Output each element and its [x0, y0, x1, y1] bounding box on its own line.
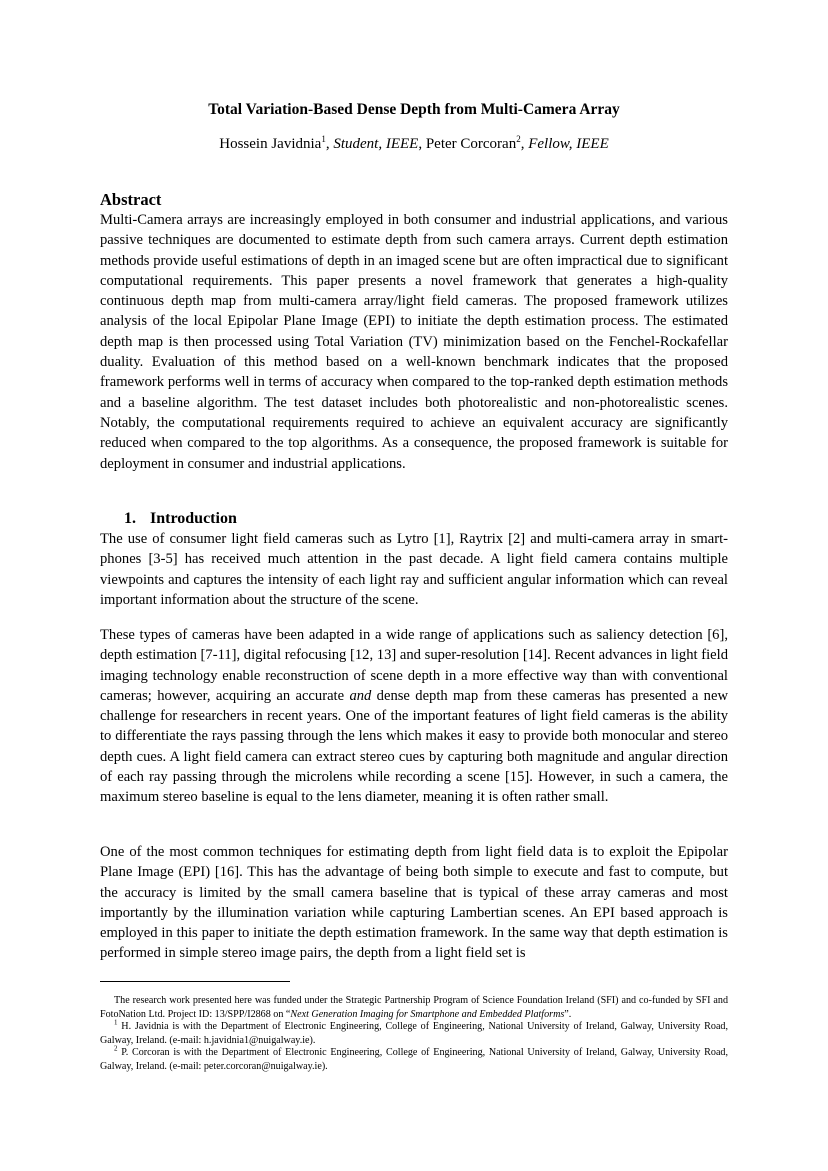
author-2-name: Peter Corcoran — [425, 136, 517, 152]
abstract-text: Multi-Camera arrays are increasingly employed in both consumer and industrial applications, and various passive techniques are documented to estimate depth from such camera arrays. Current depth estimation methods provide useful estimations of depth in an imaged scene but are often impractical due to significant computational requirements. This paper presents a novel framework that generates a high-quality continuous depth map from multi-camera array/light field cameras. The proposed framework utilizes analysis of the local Epipolar Plane Image (EPI) to initiate the depth estimation process. The estimated depth map is then processed using Total Variation (TV) minimization based on the Fenchel-Rockafellar duality. Evaluation of this method based on a well-known benchmark indicates that the proposed framework performs well in terms of accuracy when compared to the top-ranked depth estimation methods and a baseline algorithm. The test dataset includes both photorealistic and non-photorealistic scenes. Notably, the computational requirements required to achieve an equivalent accuracy are significantly reduced when compared to the top algorithms. As a consequence, the proposed framework is suitable for deployment in consumer and industrial applications. — [100, 212, 728, 472]
footnote-1 — [100, 1020, 728, 1047]
section-title: Introduction — [150, 510, 237, 527]
intro-paragraph-2 — [100, 625, 728, 808]
author-separator: , — [418, 136, 426, 152]
footnote-funding-project-title: Next Generation Imaging for Smartphone and Embedded Platforms — [290, 1008, 565, 1020]
author-separator: , — [520, 136, 529, 152]
footnote-funding — [100, 994, 728, 1021]
author-1-mark: 1 — [321, 134, 326, 144]
footnote-2-mark: 2 — [114, 1044, 118, 1053]
intro-paragraph-3: One of the most common techniques for estimating depth from light field data is to exploit the Epipolar Plane Image (EPI) [16]. This has the advantage of being both simple to execute and fast to compute, but the accuracy is limited by the small camera baseline that is typical of these array cameras and most importantly by the illumination variation while capturing Lambertian scenes. An EPI based approach is employed in this paper to initiate the depth estimation framework. In the same way that depth estimation is performed in simple stereo image pairs, the depth from a light field set is — [100, 844, 728, 962]
paper-title: Total Variation-Based Dense Depth from Multi-Camera Array — [208, 101, 620, 118]
section-number: 1. — [124, 510, 136, 527]
author-2-role: Fellow, IEEE — [528, 136, 609, 152]
intro-paragraph-2-part-b: dense depth map from these cameras has presented a new challenge for researchers in recent years. One of the important features of light field cameras is the ability to differentiate the rays passing through the lens which makes it easy to provide both monocular and stereo depth cues. A light field camera can extract stereo cues by capturing both magnitude and angular direction of each ray passing through the microlens while recording a scene [15]. However, in such a camera, the maximum stereo baseline is equal to the lens diameter, meaning it is often rather small. — [100, 687, 728, 806]
intro-paragraph-2-emphasis: and — [349, 687, 372, 704]
author-line — [100, 134, 728, 154]
author-1-role: Student, IEEE — [333, 136, 419, 152]
author-1-name: Hossein Javidnia — [219, 136, 322, 152]
intro-paragraph-1: The use of consumer light field cameras such as Lytro [1], Raytrix [2] and multi-camera array in smart-phones [3-5] has received much attention in the past decade. A light field camera contains multiple viewpoints and captures the intensity of each light ray and sufficient angular information which can reveal important information about the structure of the scene. — [100, 531, 728, 608]
footnote-2 — [100, 1046, 728, 1073]
footnote-1-text: H. Javidnia is with the Department of Electronic Engineering, College of Engineering, National University of Ireland, Galway, University Road, Galway, Ireland. (e-mail: h.javidnia1@nuigalway.ie). — [100, 1021, 728, 1046]
footnote-1-mark: 1 — [114, 1018, 118, 1027]
author-2-mark: 2 — [516, 134, 521, 144]
abstract-heading: Abstract — [100, 190, 162, 209]
author-separator: , — [325, 136, 334, 152]
intro-paragraph-2-part-a: These types of cameras have been adapted in a wide range of applications such as saliency detection [6], depth estimation [7-11], digital refocusing [12, 13] and super-resolution [14]. Recent advances in light field imaging technology enable reconstruction of scene depth in a more effective way than with conventional cameras; however, acquiring an accurate — [100, 627, 728, 704]
footnote-funding-part-a: The research work presented here was funded under the Strategic Partnership Program of Science Foundation Ireland (SFI) and co-funded by SFI and FotoNation Ltd. Project ID: 13/SPP/I2868 on “ — [100, 995, 728, 1020]
footnote-funding-part-b: ”. — [564, 1008, 572, 1020]
introduction-heading — [124, 509, 237, 529]
footnote-2-text: P. Corcoran is with the Department of Electronic Engineering, College of Engineering, National University of Ireland, Galway, University Road, Galway, Ireland. (e-mail: peter.corcoran@nuigalway.ie). — [100, 1047, 728, 1072]
footnote-divider — [100, 981, 290, 982]
